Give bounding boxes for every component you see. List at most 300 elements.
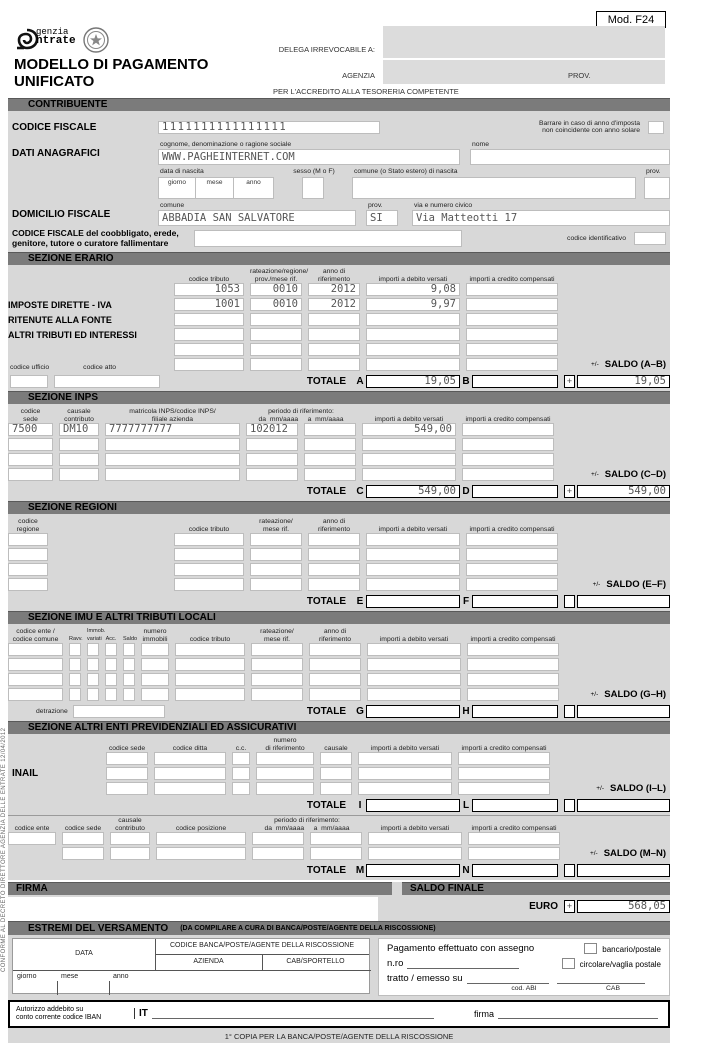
periodo-da-field[interactable] — [246, 438, 298, 451]
inail-h-numero: numero di riferimento — [265, 737, 305, 752]
altri-tributi-label: ALTRI TRIBUTI ED INTERESSI — [8, 329, 137, 340]
erario-body — [8, 265, 670, 391]
letter-h: H — [462, 705, 470, 717]
anno-field[interactable] — [309, 673, 361, 686]
causale-field[interactable] — [110, 832, 150, 845]
periodo-a-field[interactable] — [310, 847, 362, 860]
debito-field[interactable] — [358, 752, 452, 765]
imu-h-rateazione: rateazione/ mese rif. — [260, 628, 294, 643]
debito-field[interactable] — [358, 782, 452, 795]
agenzia-label: AGENZIA — [342, 71, 375, 80]
erario-row — [8, 283, 670, 296]
tributo-field[interactable] — [174, 328, 244, 341]
anno-field[interactable]: anno — [234, 177, 274, 199]
totale-credito-field[interactable] — [472, 864, 558, 877]
section-saldo-finale: SALDO FINALE — [402, 882, 670, 895]
credito-field[interactable] — [466, 313, 558, 326]
debito-field[interactable] — [367, 688, 461, 701]
anno-field[interactable] — [308, 578, 360, 591]
rateazione-field[interactable] — [250, 328, 302, 341]
imu-row — [8, 688, 670, 701]
ente-field[interactable] — [8, 832, 56, 845]
credito-field[interactable] — [462, 423, 554, 436]
tributo-field[interactable] — [174, 563, 244, 576]
saldo-mn-sign[interactable] — [564, 864, 575, 877]
inail-h-credito: importi a credito compensati — [461, 744, 547, 752]
debito-field[interactable] — [367, 658, 461, 671]
ditta-field[interactable] — [154, 752, 226, 765]
codice-fiscale-label: CODICE FISCALE — [12, 121, 97, 133]
enti-body — [8, 734, 670, 880]
inail-h-cc: c.c. — [235, 744, 247, 752]
abi-field[interactable] — [467, 974, 549, 984]
codice-atto-field[interactable] — [54, 375, 160, 388]
ritenute-label: RITENUTE ALLA FONTE — [8, 314, 112, 325]
totale-debito-field[interactable] — [366, 595, 460, 608]
periodo-a-field[interactable] — [304, 453, 356, 466]
ente-field[interactable] — [8, 673, 63, 686]
debito-field[interactable] — [366, 313, 460, 326]
ravv-checkbox[interactable] — [69, 673, 81, 686]
totale-label: TOTALE — [306, 375, 346, 387]
erario-h-rateazione: rateazione/regione/ prov./mese rif. — [250, 268, 309, 283]
comune-field[interactable]: ABBADIA SAN SALVATORE — [158, 210, 356, 226]
periodo-a-field[interactable] — [304, 423, 356, 436]
regione-field[interactable] — [8, 578, 48, 591]
debito-field[interactable] — [368, 832, 462, 845]
sede-field[interactable] — [62, 847, 104, 860]
credito-field[interactable] — [466, 343, 558, 356]
via-label: via e numero civico — [414, 201, 473, 209]
matricola-field[interactable]: 7777777777 — [105, 423, 240, 436]
numero-riferimento-field[interactable] — [256, 782, 314, 795]
imu-body — [8, 624, 670, 721]
credito-field[interactable] — [466, 578, 558, 591]
erario-h-anno: anno di riferimento — [317, 268, 351, 283]
matricola-field[interactable] — [105, 468, 240, 481]
tributo-field[interactable]: 1001 — [174, 298, 244, 311]
giorno-field[interactable]: giorno — [158, 177, 196, 199]
tributo-field[interactable] — [174, 533, 244, 546]
debito-field[interactable]: 549,00 — [362, 423, 456, 436]
iban-authorization-box — [8, 1000, 670, 1028]
delega-field[interactable] — [383, 26, 665, 58]
saldo-ab-field[interactable]: 19,05 — [577, 375, 670, 388]
saldo-finale-field[interactable]: 568,05 — [577, 900, 670, 913]
erario-h-tributo: codice tributo — [188, 275, 230, 283]
anno-field[interactable] — [308, 343, 360, 356]
debito-field[interactable] — [367, 673, 461, 686]
erario-totale-row — [8, 373, 670, 389]
saldo-ab-sign[interactable]: + — [564, 375, 575, 388]
azienda-field[interactable] — [155, 970, 262, 995]
data-label: DATA — [75, 950, 93, 958]
estremi-table — [12, 938, 370, 994]
agenzia-entrate-logo — [14, 26, 110, 59]
matricola-field[interactable] — [105, 438, 240, 451]
periodo-a-field[interactable] — [310, 832, 362, 845]
causale-field[interactable] — [320, 752, 352, 765]
totale-debito-field[interactable] — [366, 864, 460, 877]
credito-field[interactable] — [458, 782, 550, 795]
tributo-field[interactable] — [175, 673, 245, 686]
data-nascita-fields[interactable] — [158, 177, 274, 199]
credito-field[interactable] — [468, 832, 560, 845]
rateazione-field[interactable] — [251, 658, 303, 671]
numero-immobili-field[interactable] — [141, 643, 169, 656]
imu-h-immob: Immob. variati — [87, 628, 106, 642]
periodo-da-field[interactable] — [252, 847, 304, 860]
prov-domicilio-label: prov. — [368, 201, 383, 209]
tributo-field[interactable] — [174, 548, 244, 561]
debito-field[interactable] — [366, 548, 460, 561]
posizione-field[interactable] — [156, 847, 246, 860]
ente-field[interactable] — [8, 643, 63, 656]
anno-field[interactable]: 2012 — [308, 298, 360, 311]
inail-row — [8, 782, 670, 795]
periodo-a-field[interactable] — [304, 468, 356, 481]
anno-field[interactable] — [308, 563, 360, 576]
periodo-da-field[interactable] — [246, 468, 298, 481]
credito-field[interactable] — [458, 767, 550, 780]
posizione-field[interactable] — [156, 832, 246, 845]
credito-field[interactable] — [462, 468, 554, 481]
credito-field[interactable] — [468, 847, 560, 860]
rateazione-field[interactable] — [251, 688, 303, 701]
autorizzo-label: Autorizzo addebito su conto corrente codice IBAN — [16, 1005, 102, 1021]
nro-label: n.ro — [387, 958, 404, 970]
credito-field[interactable] — [467, 643, 559, 656]
credito-field[interactable] — [467, 673, 559, 686]
totale-debito-field[interactable]: 549,00 — [366, 485, 460, 498]
inps-row — [8, 423, 670, 436]
letter-c: C — [356, 485, 364, 497]
prov-label: PROV. — [568, 71, 591, 80]
numero-riferimento-field[interactable] — [256, 752, 314, 765]
tributo-field[interactable] — [174, 358, 244, 371]
tributo-field[interactable] — [174, 343, 244, 356]
acc-checkbox[interactable] — [105, 688, 117, 701]
sede-field[interactable]: 7500 — [8, 423, 53, 436]
periodo-a-field[interactable] — [304, 438, 356, 451]
cab-sportello-field[interactable] — [262, 970, 369, 995]
side-conformity-note: CONFORME AL DECRETO DIRETTORE AGENZIA DELLE ENTRATE 12/04/2012 — [1, 727, 7, 972]
section-firma: FIRMA — [8, 882, 392, 895]
anno-field[interactable] — [308, 328, 360, 341]
firma-signature-field[interactable] — [498, 1009, 658, 1019]
saldo-cd-sign[interactable]: + — [564, 485, 575, 498]
ravv-checkbox[interactable] — [69, 658, 81, 671]
totale-credito-field[interactable] — [472, 705, 558, 718]
credito-field[interactable] — [462, 438, 554, 451]
saldo-ef-caption: +/- SALDO (E–F) — [592, 579, 666, 591]
sede-field[interactable] — [106, 752, 148, 765]
coobbligato-field[interactable] — [194, 230, 462, 247]
regione-field[interactable] — [8, 548, 48, 561]
debito-field[interactable]: 9,97 — [366, 298, 460, 311]
imu-h-credito: importi a credito compensati — [470, 635, 556, 643]
causale-field[interactable] — [59, 468, 99, 481]
erario-h-credito: importi a credito compensati — [469, 275, 555, 283]
codice-fiscale-field[interactable]: 1111111111111111 — [158, 121, 380, 134]
acc-checkbox[interactable] — [105, 673, 117, 686]
cc-field[interactable] — [232, 752, 250, 765]
saldo-cd-field[interactable]: 549,00 — [577, 485, 670, 498]
debito-field[interactable] — [362, 468, 456, 481]
letter-a: A — [356, 375, 364, 387]
section-inps: SEZIONE INPS — [8, 391, 670, 404]
codice-ufficio-label: codice ufficio — [10, 363, 50, 371]
causale-field[interactable] — [59, 453, 99, 466]
rateazione-field[interactable] — [250, 313, 302, 326]
totale-credito-field[interactable] — [472, 375, 558, 388]
regione-field[interactable] — [8, 533, 48, 546]
debito-field[interactable] — [366, 578, 460, 591]
immob-checkbox[interactable] — [87, 658, 99, 671]
comune-nascita-field[interactable] — [352, 177, 636, 199]
rateazione-field[interactable] — [250, 563, 302, 576]
periodo-da-field[interactable]: 102012 — [246, 423, 298, 436]
credito-field[interactable] — [466, 283, 558, 296]
form-header — [0, 0, 708, 98]
totale-label: TOTALE — [306, 864, 346, 876]
rateazione-field[interactable] — [250, 578, 302, 591]
nro-field[interactable] — [407, 959, 519, 969]
saldo-il-field[interactable] — [577, 799, 670, 812]
cognome-field[interactable]: WWW.PAGHEINTERNET.COM — [158, 149, 460, 165]
regioni-row — [8, 548, 670, 561]
saldo-il-sign[interactable] — [564, 799, 575, 812]
prov-nascita-label: prov. — [646, 168, 661, 176]
debito-field[interactable] — [358, 767, 452, 780]
inps-totale-row — [8, 483, 670, 499]
rateazione-field[interactable]: 0010 — [250, 283, 302, 296]
saldo-checkbox[interactable] — [123, 688, 135, 701]
credito-field[interactable] — [462, 453, 554, 466]
enti2-h-posizione: codice posizione — [175, 824, 227, 832]
letter-g: G — [356, 705, 364, 717]
causale-field[interactable] — [320, 767, 352, 780]
section-erario: SEZIONE ERARIO — [8, 252, 670, 265]
credito-field[interactable] — [467, 688, 559, 701]
bancario-checkbox[interactable] — [584, 943, 597, 954]
totale-debito-field[interactable]: 19,05 — [366, 375, 460, 388]
regione-field[interactable] — [8, 563, 48, 576]
tributo-field[interactable] — [175, 658, 245, 671]
sede-field[interactable] — [106, 782, 148, 795]
mese-field[interactable]: mese — [196, 177, 234, 199]
regioni-h-anno: anno di riferimento — [317, 518, 351, 533]
via-field[interactable]: Via Matteotti 17 — [412, 210, 670, 226]
cab-field[interactable] — [557, 974, 645, 984]
immob-checkbox[interactable] — [87, 688, 99, 701]
totale-credito-field[interactable] — [472, 485, 558, 498]
inail-h-sede: codice sede — [108, 744, 146, 752]
erario-row — [8, 328, 670, 341]
ente-field[interactable] — [8, 658, 63, 671]
inps-h-sede: codice sede — [20, 408, 41, 423]
causale-field[interactable]: DM10 — [59, 423, 99, 436]
data-fields[interactable] — [13, 970, 155, 995]
rateazione-field[interactable] — [250, 548, 302, 561]
saldo-checkbox[interactable] — [123, 673, 135, 686]
totale-debito-field[interactable] — [366, 799, 460, 812]
totale-debito-field[interactable] — [366, 705, 460, 718]
sede-field[interactable] — [8, 468, 53, 481]
inail-h-ditta: codice ditta — [172, 744, 208, 752]
anno-field[interactable] — [308, 533, 360, 546]
periodo-da-field[interactable] — [252, 832, 304, 845]
credito-field[interactable] — [466, 358, 558, 371]
imu-row — [8, 643, 670, 656]
regioni-h-regione: codice regione — [16, 518, 40, 533]
regioni-h-credito: importi a credito compensati — [469, 525, 555, 533]
sede-field[interactable] — [8, 438, 53, 451]
tributo-field[interactable] — [174, 313, 244, 326]
mese-label: mese — [61, 973, 79, 981]
rateazione-field[interactable]: 0010 — [250, 298, 302, 311]
saldo-checkbox[interactable] — [123, 658, 135, 671]
rateazione-field[interactable] — [250, 533, 302, 546]
saldo-ef-field[interactable] — [577, 595, 670, 608]
ditta-field[interactable] — [154, 767, 226, 780]
debito-field[interactable] — [366, 358, 460, 371]
acc-checkbox[interactable] — [105, 643, 117, 656]
tributo-field[interactable]: 1053 — [174, 283, 244, 296]
debito-field[interactable] — [368, 847, 462, 860]
dati-anagrafici-label: DATI ANAGRAFICI — [12, 147, 100, 159]
saldo-mn-caption: +/- SALDO (M–N) — [589, 848, 666, 860]
delega-label: DELEGA IRREVOCABILE A: — [278, 45, 375, 54]
saldo-gh-sign[interactable] — [564, 705, 575, 718]
credito-field[interactable] — [466, 563, 558, 576]
anno-field[interactable] — [309, 643, 361, 656]
saldo-finale-sign[interactable]: + — [564, 900, 575, 913]
cc-field[interactable] — [232, 782, 250, 795]
numero-riferimento-field[interactable] — [256, 767, 314, 780]
ravv-checkbox[interactable] — [69, 688, 81, 701]
anno-field[interactable] — [308, 313, 360, 326]
causale-field[interactable] — [110, 847, 150, 860]
codice-identificativo-label: codice identificativo — [567, 235, 626, 243]
acc-checkbox[interactable] — [105, 658, 117, 671]
saldo-checkbox[interactable] — [123, 643, 135, 656]
nome-field[interactable] — [470, 149, 670, 165]
saldo-mn-field[interactable] — [577, 864, 670, 877]
credito-field[interactable] — [466, 328, 558, 341]
assegno-panel — [378, 938, 670, 995]
firma-field[interactable] — [8, 897, 378, 921]
iban-field[interactable] — [152, 1009, 434, 1019]
cc-field[interactable] — [232, 767, 250, 780]
matricola-field[interactable] — [105, 453, 240, 466]
sede-field[interactable] — [8, 453, 53, 466]
tributo-field[interactable] — [175, 643, 245, 656]
causale-field[interactable] — [59, 438, 99, 451]
section-contribuente: CONTRIBUENTE — [8, 98, 670, 111]
tributo-field[interactable] — [174, 578, 244, 591]
credito-field[interactable] — [458, 752, 550, 765]
debito-field[interactable] — [362, 438, 456, 451]
ditta-field[interactable] — [154, 782, 226, 795]
totale-credito-field[interactable] — [472, 595, 558, 608]
tesoreria-label: PER L'ACCREDITO ALLA TESORERIA COMPETENTE — [273, 87, 459, 96]
causale-field[interactable] — [320, 782, 352, 795]
regioni-row — [8, 563, 670, 576]
nome-label: nome — [472, 141, 490, 148]
italy-emblem-icon — [82, 26, 110, 59]
imu-h-saldo: Saldo — [123, 635, 138, 642]
totale-credito-field[interactable] — [472, 799, 558, 812]
anno-field[interactable] — [309, 658, 361, 671]
codice-identificativo-field[interactable] — [634, 232, 666, 245]
anno-non-solare-checkbox[interactable] — [648, 121, 664, 134]
rateazione-field[interactable] — [250, 343, 302, 356]
rateazione-field[interactable] — [251, 673, 303, 686]
ente-field[interactable] — [8, 688, 63, 701]
detrazione-field[interactable] — [73, 705, 165, 718]
debito-field[interactable] — [362, 453, 456, 466]
debito-field[interactable] — [367, 643, 461, 656]
inps-row — [8, 438, 670, 451]
anno-field[interactable] — [308, 358, 360, 371]
letter-m: M — [355, 864, 365, 876]
credito-field[interactable] — [466, 533, 558, 546]
imu-h-debito: importi a debito versati — [379, 635, 449, 643]
anno-field[interactable] — [309, 688, 361, 701]
debito-field[interactable] — [366, 533, 460, 546]
credito-field[interactable] — [466, 548, 558, 561]
debito-field[interactable]: 9,08 — [366, 283, 460, 296]
section-imu: SEZIONE IMU E ALTRI TRIBUTI LOCALI — [8, 611, 670, 624]
agenzia-field[interactable] — [383, 60, 665, 84]
sede-field[interactable] — [106, 767, 148, 780]
credito-field[interactable] — [467, 658, 559, 671]
periodo-da-field[interactable] — [246, 453, 298, 466]
enti2-h-ente: codice ente — [14, 824, 50, 832]
ravv-checkbox[interactable] — [69, 643, 81, 656]
debito-field[interactable] — [366, 328, 460, 341]
saldo-ab-caption: +/- SALDO (A–B) — [590, 359, 666, 371]
debito-field[interactable] — [366, 563, 460, 576]
circolare-checkbox[interactable] — [562, 958, 575, 969]
anno-field[interactable]: 2012 — [308, 283, 360, 296]
immob-checkbox[interactable] — [87, 643, 99, 656]
codice-ufficio-field[interactable] — [10, 375, 48, 388]
credito-field[interactable] — [466, 298, 558, 311]
rateazione-field[interactable] — [250, 358, 302, 371]
letter-b: B — [462, 375, 470, 387]
prov-domicilio-field[interactable]: SI — [366, 210, 398, 226]
tratto-label: tratto / emesso su — [387, 973, 463, 985]
inps-h-causale: causale contributo — [64, 408, 94, 423]
sede-field[interactable] — [62, 832, 104, 845]
numero-immobili-field[interactable] — [141, 658, 169, 671]
section-altri-enti: SEZIONE ALTRI ENTI PREVIDENZIALI ED ASSICURATIVI — [8, 721, 670, 734]
debito-field[interactable] — [366, 343, 460, 356]
tributo-field[interactable] — [175, 688, 245, 701]
saldo-gh-field[interactable] — [577, 705, 670, 718]
sesso-field[interactable] — [302, 177, 324, 199]
saldo-ef-sign[interactable] — [564, 595, 575, 608]
immob-checkbox[interactable] — [87, 673, 99, 686]
numero-immobili-field[interactable] — [141, 688, 169, 701]
prov-nascita-field[interactable] — [644, 177, 670, 199]
numero-immobili-field[interactable] — [141, 673, 169, 686]
anno-field[interactable] — [308, 548, 360, 561]
rateazione-field[interactable] — [251, 643, 303, 656]
enti2-h-credito: importi a credito compensati — [471, 824, 557, 832]
